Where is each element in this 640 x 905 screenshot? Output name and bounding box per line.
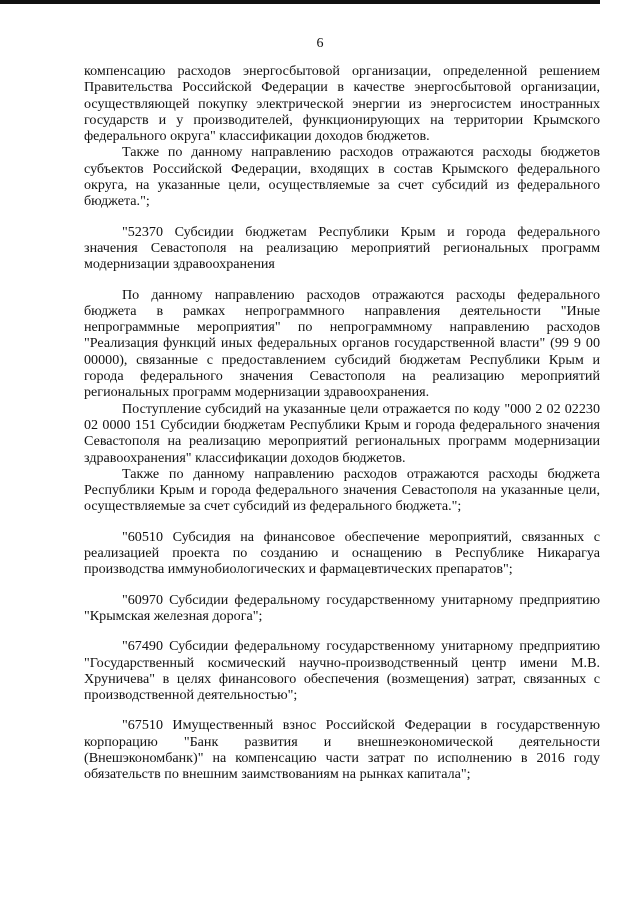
document-body [84,63,600,783]
paragraph-8: "60970 Субсидии федеральному государственному унитарному предприятию "Крымская железная дорога"; [84,591,600,624]
paragraph-9: "67490 Субсидии федеральному государственному унитарному предприятию "Государственный космический научно-производственный центр имени М.В. Хруничева" в целях финансового обеспечения (возмещения) затрат, связанных с производственной деятельностью"; [84,638,600,704]
paragraph-3: "52370 Субсидии бюджетам Республики Крым и города федерального значения Севастополя на реализацию мероприятий региональных программ модернизации здравоохранения [84,223,600,273]
paragraph-6: Также по данному направлению расходов отражаются расходы бюджета Республики Крым и города федерального значения Севастополя на указанные цели, осуществляемые за счет субсидий из федерального бюджета."; [84,465,600,515]
paragraph-2: Также по данному направлению расходов отражаются расходы бюджетов субъектов Российской Федерации, входящих в состав Крымского федерального округа, на указанные цели, осуществляемые за счет субсидий из федерального бюджета."; [84,144,600,210]
paragraph-7: "60510 Субсидия на финансовое обеспечение мероприятий, связанных с реализацией проекта по созданию и оснащению в Республике Никарагуа производства иммунобиологических и фармацевтических препаратов"; [84,528,600,578]
paragraph-1: компенсацию расходов энергосбытовой организации, определенной решением Правительства Российской Федерации в качестве энергосбытовой организации, осуществляющей покупку электрической энергии из энергосистем иностранных государств и у производителей, функционирующих на территории Крымского федерального округа" классификации доходов бюджетов. [84,63,600,145]
paragraph-4: По данному направлению расходов отражаются расходы федерального бюджета в рамках непрограммного направления деятельности "Иные непрограммные мероприятия" по непрограммному направлению расходов "Реализация функций иных федеральных органов государственной власти" (99 9 00 00000), связанные с предоставлением субсидий бюджетам Республики Крым и города федерального значения Севастополя на реализацию мероприятий региональных программ модернизации здравоохранения. [84,286,600,401]
page-number: 6 [316,36,324,51]
paragraph-5: Поступление субсидий на указанные цели отражается по коду "000 2 02 02230 02 0000 151 Субсидии бюджетам Республики Крым и города федерального значения Севастополя на реализацию мероприятий региональных программ модернизации здравоохранения" классификации доходов бюджетов. [84,400,600,466]
top-border-line [0,0,600,4]
paragraph-10: "67510 Имущественный взнос Российской Федерации в государственную корпорацию "Банк развития и внешнеэкономической деятельности (Внешэкономбанк)" на компенсацию части затрат по исполнению в 2016 году обязательств по внешним заимствованиям на рынках капитала"; [84,717,600,783]
